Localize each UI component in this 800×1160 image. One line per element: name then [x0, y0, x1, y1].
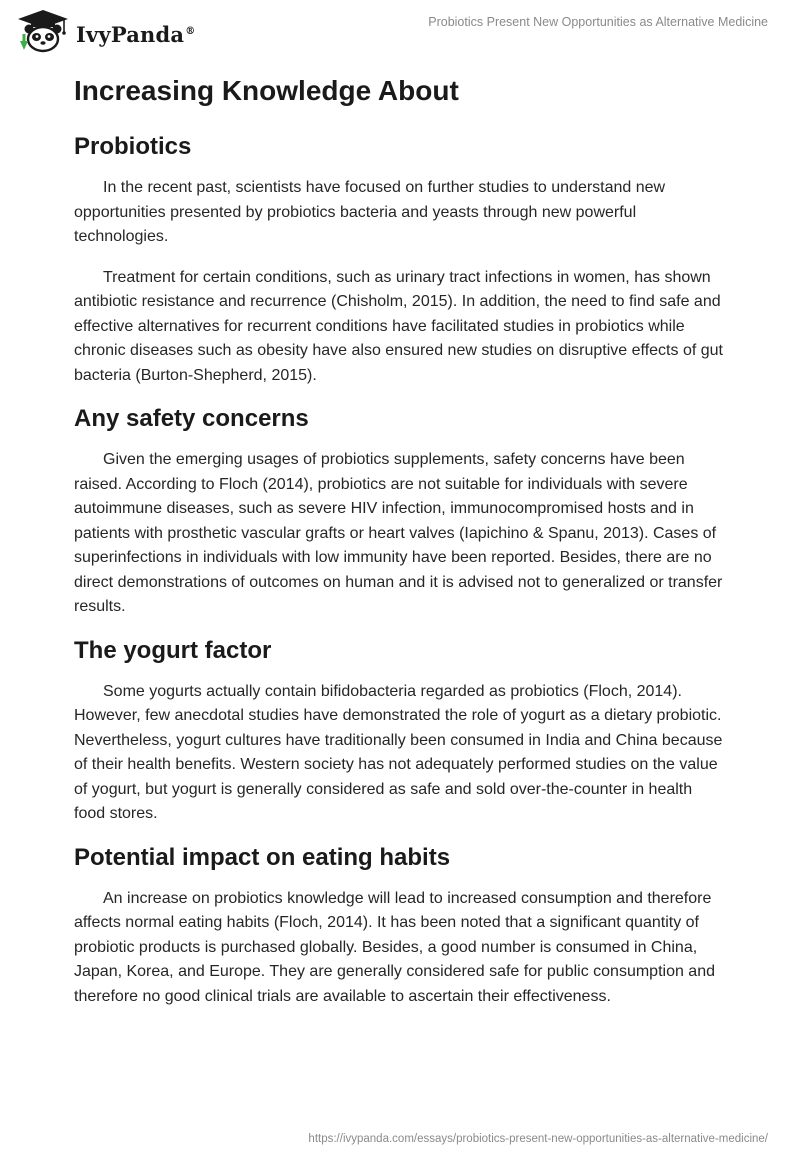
paragraph: Some yogurts actually contain bifidobacteria regarded as probiotics (Floch, 2014). However, few anecdotal studies have demonstrated the role of yogurt as a dietary probiotic. Nevertheless, yogurt cultures have traditionally been consumed in India and China because of their health benefits. Western society has not adequately performed studies on the value of yogurt, but yogurt is generally considered as safe and sold over-the-counter in health food stores.: [74, 682, 723, 822]
section-heading: Potential impact on eating habits: [74, 843, 451, 871]
paragraph: An increase on probiotics knowledge will lead to increased consumption and therefore affects normal eating habits (Floch, 2014). It has been noted that a significant quantity of probiotic products is purchased globally. Besides, a good number is consumed in China, Japan, Korea, and Europe. They are generally considered safe for public consumption and therefore no good clinical trials are available to ascertain their effectiveness.: [74, 889, 715, 1005]
paragraph: Treatment for certain conditions, such as urinary tract infections in women, has shown antibiotic resistance and recurrence (Chisholm, 2015). In addition, the need to find safe and effective alternatives for recurrent conditions have facilitated studies in probiotics while chronic diseases such as obesity have also ensured new studies on disruptive effects of gut bacteria (Burton-Shepherd, 2015).: [74, 268, 723, 384]
section-heading: Probiotics: [74, 133, 192, 160]
paragraph: Given the emerging usages of probiotics supplements, safety concerns have been raised. According to Floch (2014), probiotics are not suitable for individuals with severe autoimmune diseases, such as severe HIV infection, immunocompromised hosts and in patients with prosthetic vascular grafts or heart valves (Iapichino & Spanu, 2013). Cases of superinfections in individuals with low immunity have been reported. Besides, there are no direct demonstrations of outcomes on human and it is advised not to generalized or transfer results.: [74, 451, 723, 615]
essay-content: [74, 72, 726, 1025]
ivypanda-logo-link[interactable]: [14, 8, 195, 54]
section-heading: Any safety concerns: [74, 405, 309, 432]
source-url-link[interactable]: https://ivypanda.com/essays/probiotics-present-new-opportunities-as-alternative-medicine/: [308, 1133, 768, 1145]
section-heading: The yogurt factor: [74, 636, 272, 664]
section-safety-concerns: [74, 404, 726, 620]
page-title: Increasing Knowledge About: [74, 75, 459, 106]
paragraph: In the recent past, scientists have focused on further studies to understand new opportunities presented by probiotics bacteria and yeasts through new powerful technologies.: [74, 179, 666, 245]
section-yogurt-factor: [74, 636, 726, 827]
document-title: Probiotics Present New Opportunities as Alternative Medicine: [428, 15, 768, 29]
panda-graduate-icon: [14, 8, 72, 54]
logo-wordmark: IvyPanda®: [76, 21, 196, 47]
section-eating-habits: [74, 843, 726, 1010]
page-header: [0, 0, 800, 70]
section-probiotics: [74, 132, 726, 388]
